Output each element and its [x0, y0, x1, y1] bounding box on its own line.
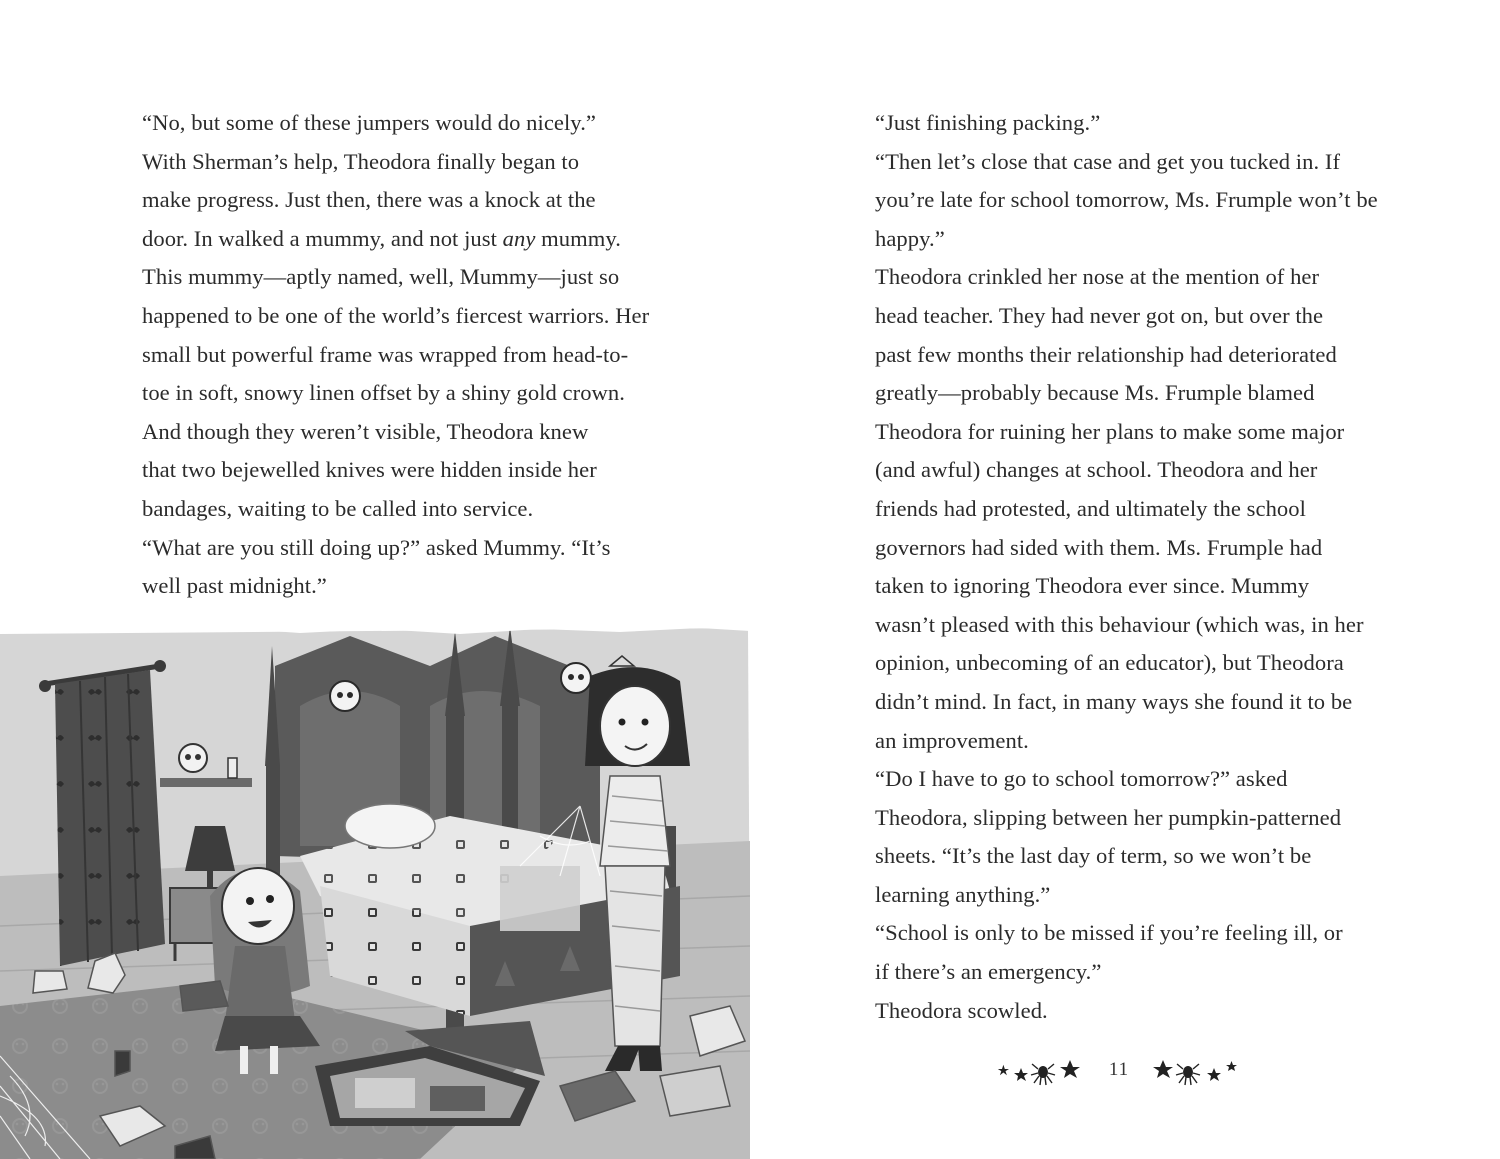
paragraph [113, 104, 658, 143]
star-spider-ornament-right-icon [1150, 1055, 1245, 1089]
text-line: you’re late for school tomorrow, Ms. Frumple won’t be [875, 187, 1378, 213]
text-segment: mummy. [541, 225, 621, 251]
text-line: make progress. Just then, there was a knock at the [142, 187, 596, 213]
paragraph [846, 992, 1391, 1031]
text-line: Theodora scowled. [875, 997, 1048, 1023]
text-line: toe in soft, snowy linen offset by a shiny gold crown. [142, 380, 625, 406]
text-line: “Then let’s close that case and get you tucked in. If [875, 148, 1341, 174]
text-line: happy.” [875, 225, 945, 251]
text-line: greatly—probably because Ms. Frumple blamed [875, 380, 1315, 406]
page-number: 11 [1108, 1059, 1130, 1080]
text-line: sheets. “It’s the last day of term, so we won’t be [875, 843, 1312, 869]
text-line: (and awful) changes at school. Theodora and her [875, 457, 1318, 483]
paragraph [846, 104, 1391, 143]
right-page [750, 0, 1500, 1159]
text-line: opinion, unbecoming of an educator), but Theodora [875, 650, 1344, 676]
text-line: past few months their relationship had deteriorated [875, 341, 1337, 367]
text-line: Theodora, slipping between her pumpkin-patterned [875, 804, 1342, 830]
text-line: head teacher. They had never got on, but over the [875, 302, 1324, 328]
text-line: an improvement. [875, 727, 1029, 753]
text-line: Theodora crinkled her nose at the mention of her [875, 264, 1320, 290]
paragraph [113, 143, 658, 529]
paragraph [846, 914, 1391, 991]
bedroom-illustration [0, 626, 750, 1159]
text-line: “No, but some of these jumpers would do nicely.” [142, 110, 596, 135]
paragraph [846, 258, 1391, 760]
text-line: small but powerful frame was wrapped from head-to- [142, 341, 629, 367]
paragraph [113, 529, 658, 606]
left-text-block [113, 104, 658, 606]
text-line: that two bejewelled knives were hidden inside her [142, 457, 597, 483]
text-line: learning anything.” [875, 881, 1051, 907]
emphasis-word: any [502, 225, 536, 251]
text-segment: door. In walked a mummy, and not just [142, 225, 503, 251]
text-line: didn’t mind. In fact, in many ways she found it to be [875, 688, 1353, 714]
text-line: happened to be one of the world’s fiercest warriors. Her [142, 302, 650, 328]
text-line: friends had protested, and ultimately the school [875, 495, 1306, 521]
text-line: taken to ignoring Theodora ever since. Mummy [875, 573, 1310, 599]
text-line: governors had sided with them. Ms. Frumple had [875, 534, 1323, 560]
text-line: And though they weren’t visible, Theodora knew [142, 418, 589, 444]
paragraph [846, 760, 1391, 914]
star-spider-ornament-left-icon [995, 1055, 1090, 1089]
text-line: “School is only to be missed if you’re feeling ill, or [875, 920, 1343, 946]
text-line: This mummy—aptly named, well, Mummy—just so [142, 264, 620, 290]
text-line: With Sherman’s help, Theodora finally began to [142, 148, 580, 174]
text-line: “Do I have to go to school tomorrow?” asked [875, 766, 1288, 792]
text-line: wasn’t pleased with this behaviour (which was, in her [875, 611, 1364, 637]
text-line: Theodora for ruining her plans to make some major [875, 418, 1345, 444]
text-line: if there’s an emergency.” [875, 959, 1102, 985]
paragraph [846, 143, 1391, 259]
text-line: “Just finishing packing.” [875, 110, 1101, 135]
page-footer [995, 1055, 1245, 1089]
text-line: bandages, waiting to be called into service. [142, 495, 534, 521]
illustration-svg [0, 626, 750, 1159]
text-line: “What are you still doing up?” asked Mummy. “It’s [142, 534, 611, 560]
right-text-block [846, 104, 1391, 1030]
text-line-with-emphasis [113, 220, 658, 259]
text-line: well past midnight.” [142, 573, 327, 599]
